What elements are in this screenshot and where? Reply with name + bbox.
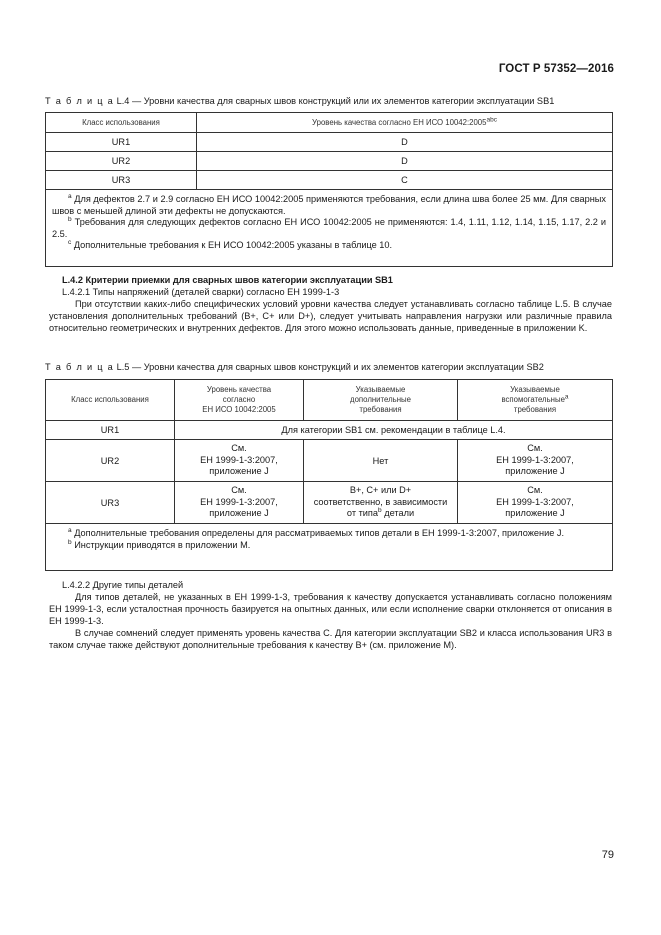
cell-ur1-note: Для категории SB1 см. рекомендации в таблице L.4. [175, 421, 613, 440]
footnote-mark: abc [486, 115, 497, 123]
cell-level: См. ЕН 1999-1-3:2007, приложение J [175, 482, 304, 524]
table-footnotes-row [46, 190, 613, 267]
paragraph: При отсутствии каких-либо специфических условий уровни качества следует устанавливать согласно таблице L.5. В случае установления дополнительных требований (B+, C+ или D+), следует учитывать направления нагрузки или различные правила относительно геометрических и внутренних дефектов. Для этого можно использовать данные, приведенные в приложении K. [49, 298, 612, 333]
section-heading: L.4.2 Критерии приемки для сварных швов категории эксплуатации SB1 [62, 275, 393, 285]
cell-level: См. ЕН 1999-1-3:2007, приложение J [175, 440, 304, 482]
section-l422 [49, 580, 612, 651]
cell-class: UR3 [46, 171, 197, 190]
cell-aux: См. ЕН 1999-1-3:2007, приложение J [458, 440, 613, 482]
footnote-a: $^a$ Дополнительные требования определены для рассматриваемых типов детали в ЕН 1999-1-3:2007, приложение J. [68, 526, 565, 538]
table-row [46, 421, 613, 440]
footnote-c: $^c$ Дополнительные требования к ЕН ИСО 10042:2005 указаны в таблице 10. [68, 239, 393, 251]
column-header-level: Уровень качества согласно ЕН ИСО $10042:2005^{abc}$ [197, 113, 613, 133]
cell-class: UR2 [46, 440, 175, 482]
subsection-heading: L.4.2.2 Другие типы деталей [62, 580, 184, 590]
cell-extra: B+, C+ или D+ соответственно, в зависимости от типа$^b$ детали [304, 482, 458, 524]
column-header-extra: Указываемые дополнительные требования [304, 380, 458, 421]
table-header-row [46, 380, 613, 421]
cell-level: C [197, 171, 613, 190]
footnote-mark: b [378, 507, 382, 515]
cell-class: UR2 [46, 152, 197, 171]
table-footnotes [46, 524, 613, 571]
section-l42 [49, 275, 612, 335]
table-row [46, 171, 613, 190]
cell-level: D [197, 133, 613, 152]
table-label: Т а б л и ц а [45, 362, 115, 372]
table-caption-text: L.5 — Уровни качества для сварных швов конструкций и их элементов категории эксплуатации SB2 [116, 362, 544, 372]
cell-extra: Нет [304, 440, 458, 482]
column-header-class: Класс использования [46, 380, 175, 421]
column-header-level: Уровень качества согласно ЕН ИСО 10042:2005 [175, 380, 304, 421]
cell-class: UR1 [46, 421, 175, 440]
table-footnotes-row [46, 524, 613, 571]
column-header-class: Класс использования [46, 113, 197, 133]
footnote-b: $^b$ Требования для следующих дефектов согласно ЕН ИСО 10042:2005 не применяются: 1.4, 1.11, 1.12, 1.14, 1.15, 1.17, 2.2 и 2.5. [52, 216, 606, 239]
table-l4-caption [45, 96, 554, 106]
cell-aux: См. ЕН 1999-1-3:2007, приложение J [458, 482, 613, 524]
footnote-b: $^b$ Инструкции приводятся в приложении M. [68, 538, 251, 550]
table-row [46, 482, 613, 524]
cell-class: UR1 [46, 133, 197, 152]
footnote-mark: a [564, 393, 569, 401]
table-caption-text: L.4 — Уровни качества для сварных швов конструкций или их элементов категории эксплуатации SB1 [116, 96, 555, 106]
column-header-aux: Указываемые вспомогательные$^a$ требования [458, 380, 613, 421]
paragraph: Для типов деталей, не указанных в ЕН 1999-1-3, требования к качеству допускается устанавливать согласно положениям ЕН 1999-1-3, если усталостная прочность базируется на опытных данных, или если исполнение сварки отклоняется от описания в ЕН 1999-1-3. [49, 591, 612, 626]
cell-level: D [197, 152, 613, 171]
table-row [46, 133, 613, 152]
table-row [46, 152, 613, 171]
table-l5 [45, 379, 613, 571]
standard-designation: ГОСТ Р 57352—2016 [498, 63, 614, 75]
paragraph: В случае сомнений следует применять уровень качества C. Для категории эксплуатации SB2 и класса использования UR3 в таком случае также действуют дополнительные требования к качеству B+ (см. приложение M). [49, 627, 612, 650]
table-row [46, 440, 613, 482]
footnote-a: $^a$ Для дефектов 2.7 и 2.9 согласно ЕН ИСО 10042:2005 применяются требования, если длина шва более 25 мм. Для сварных швов с меньшей длиной эти дефекты не допускаются. [52, 192, 606, 216]
table-label: Т а б л и ц а [45, 96, 115, 106]
table-footnotes [46, 190, 613, 267]
cell-class: UR3 [46, 482, 175, 524]
table-l4 [45, 112, 613, 267]
page-number: 79 [601, 849, 614, 861]
subsection-heading: L.4.2.1 Типы напряжений (деталей сварки) согласно ЕН 1999-1-3 [62, 286, 340, 297]
table-l5-caption [45, 362, 544, 372]
table-header-row [46, 113, 613, 133]
